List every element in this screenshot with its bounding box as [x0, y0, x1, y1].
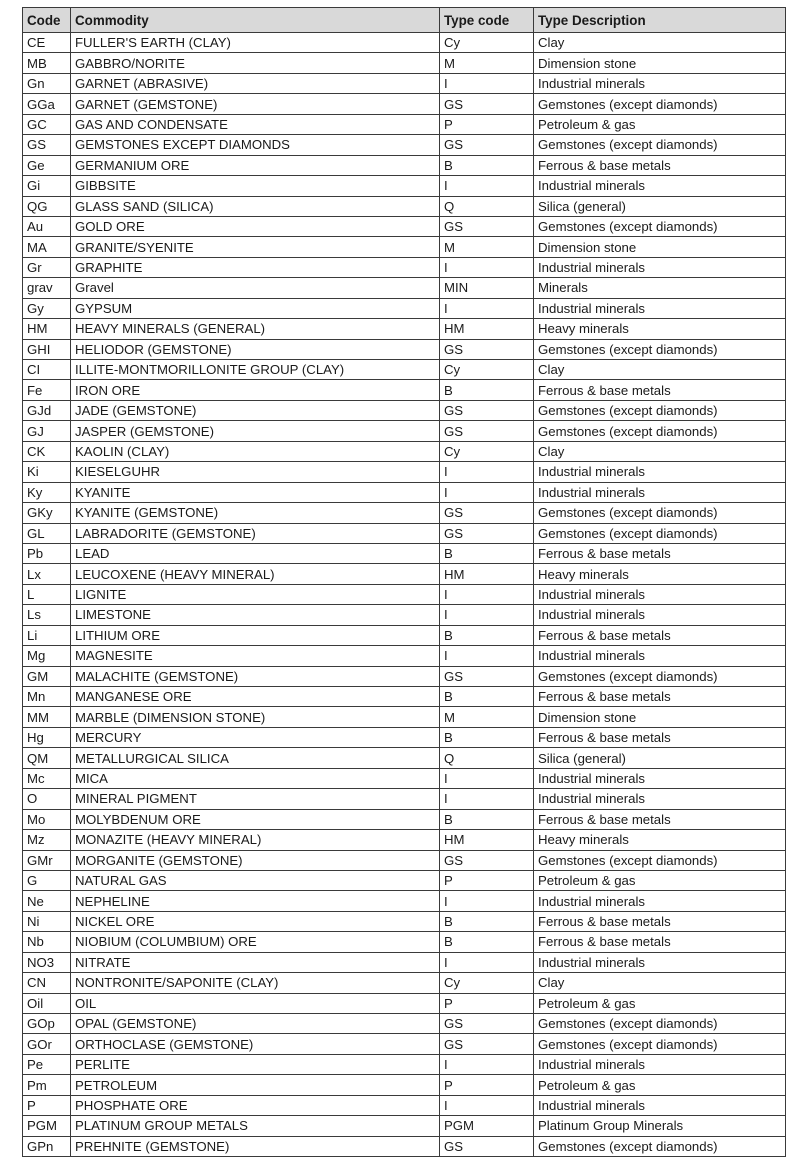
header-type-description: Type Description [534, 8, 786, 33]
cell-commodity: NICKEL ORE [71, 911, 440, 931]
cell-type-description: Ferrous & base metals [534, 932, 786, 952]
cell-type-code: I [440, 73, 534, 93]
cell-commodity: GLASS SAND (SILICA) [71, 196, 440, 216]
cell-type-description: Industrial minerals [534, 646, 786, 666]
table-row [23, 830, 786, 850]
cell-commodity: MERCURY [71, 727, 440, 747]
cell-type-description: Gemstones (except diamonds) [534, 339, 786, 359]
cell-type-description: Heavy minerals [534, 564, 786, 584]
cell-commodity: GIBBSITE [71, 176, 440, 196]
cell-code: Ki [23, 462, 71, 482]
cell-type-code: GS [440, 523, 534, 543]
cell-commodity: LABRADORITE (GEMSTONE) [71, 523, 440, 543]
cell-commodity: PETROLEUM [71, 1075, 440, 1095]
table-row [23, 339, 786, 359]
cell-type-description: Petroleum & gas [534, 114, 786, 134]
header-commodity: Commodity [71, 8, 440, 33]
cell-commodity: NITRATE [71, 952, 440, 972]
cell-code: grav [23, 278, 71, 298]
cell-commodity: HELIODOR (GEMSTONE) [71, 339, 440, 359]
cell-type-code: B [440, 155, 534, 175]
table-row [23, 462, 786, 482]
cell-code: CE [23, 33, 71, 53]
cell-code: Ky [23, 482, 71, 502]
cell-type-description: Petroleum & gas [534, 993, 786, 1013]
table-row [23, 360, 786, 380]
cell-type-code: GS [440, 339, 534, 359]
cell-code: GM [23, 666, 71, 686]
cell-type-code: I [440, 257, 534, 277]
table-row [23, 605, 786, 625]
cell-code: GOp [23, 1014, 71, 1034]
table-row [23, 789, 786, 809]
table-row [23, 952, 786, 972]
cell-type-code: I [440, 1095, 534, 1115]
cell-type-code: I [440, 646, 534, 666]
cell-type-description: Industrial minerals [534, 73, 786, 93]
table-row [23, 298, 786, 318]
cell-commodity: PLATINUM GROUP METALS [71, 1116, 440, 1136]
cell-type-description: Clay [534, 441, 786, 461]
cell-code: Lx [23, 564, 71, 584]
cell-type-description: Gemstones (except diamonds) [534, 1136, 786, 1156]
cell-type-description: Industrial minerals [534, 482, 786, 502]
cell-type-description: Gemstones (except diamonds) [534, 216, 786, 236]
cell-type-description: Ferrous & base metals [534, 687, 786, 707]
table-row [23, 1075, 786, 1095]
cell-code: Au [23, 216, 71, 236]
cell-type-code: I [440, 584, 534, 604]
cell-type-description: Petroleum & gas [534, 870, 786, 890]
cell-commodity: GRANITE/SYENITE [71, 237, 440, 257]
cell-type-code: P [440, 870, 534, 890]
cell-commodity: ILLITE-MONTMORILLONITE GROUP (CLAY) [71, 360, 440, 380]
cell-type-code: B [440, 809, 534, 829]
cell-commodity: PREHNITE (GEMSTONE) [71, 1136, 440, 1156]
cell-type-description: Dimension stone [534, 707, 786, 727]
table-header [23, 8, 786, 33]
cell-type-description: Gemstones (except diamonds) [534, 94, 786, 114]
cell-type-description: Platinum Group Minerals [534, 1116, 786, 1136]
table-row [23, 237, 786, 257]
cell-code: CN [23, 973, 71, 993]
cell-code: O [23, 789, 71, 809]
cell-type-description: Ferrous & base metals [534, 625, 786, 645]
cell-type-description: Ferrous & base metals [534, 543, 786, 563]
cell-commodity: MOLYBDENUM ORE [71, 809, 440, 829]
cell-type-code: Q [440, 748, 534, 768]
cell-type-code: B [440, 932, 534, 952]
cell-type-code: Cy [440, 973, 534, 993]
table-row [23, 850, 786, 870]
table-row [23, 564, 786, 584]
cell-type-description: Clay [534, 33, 786, 53]
cell-commodity: LITHIUM ORE [71, 625, 440, 645]
cell-commodity: KIESELGUHR [71, 462, 440, 482]
cell-commodity: OIL [71, 993, 440, 1013]
cell-code: GS [23, 135, 71, 155]
cell-type-description: Ferrous & base metals [534, 727, 786, 747]
cell-type-description: Industrial minerals [534, 952, 786, 972]
table-row [23, 666, 786, 686]
table-row [23, 73, 786, 93]
table-row [23, 400, 786, 420]
cell-type-description: Gemstones (except diamonds) [534, 400, 786, 420]
cell-type-code: B [440, 687, 534, 707]
cell-type-description: Dimension stone [534, 53, 786, 73]
table-row [23, 1034, 786, 1054]
cell-code: Hg [23, 727, 71, 747]
cell-type-description: Industrial minerals [534, 298, 786, 318]
cell-type-code: GS [440, 666, 534, 686]
cell-code: Li [23, 625, 71, 645]
cell-code: Gr [23, 257, 71, 277]
cell-commodity: IRON ORE [71, 380, 440, 400]
cell-code: L [23, 584, 71, 604]
cell-type-description: Industrial minerals [534, 1095, 786, 1115]
cell-code: Oil [23, 993, 71, 1013]
cell-type-description: Dimension stone [534, 237, 786, 257]
cell-commodity: METALLURGICAL SILICA [71, 748, 440, 768]
cell-type-code: I [440, 605, 534, 625]
cell-type-description: Industrial minerals [534, 605, 786, 625]
cell-code: Mg [23, 646, 71, 666]
cell-type-description: Ferrous & base metals [534, 809, 786, 829]
cell-code: CI [23, 360, 71, 380]
cell-commodity: LEUCOXENE (HEAVY MINERAL) [71, 564, 440, 584]
cell-code: Ne [23, 891, 71, 911]
table-row [23, 1014, 786, 1034]
table-row [23, 891, 786, 911]
table-row [23, 482, 786, 502]
table-row [23, 1095, 786, 1115]
cell-code: GKy [23, 503, 71, 523]
cell-type-code: Cy [440, 33, 534, 53]
cell-type-code: GS [440, 1136, 534, 1156]
cell-type-code: GS [440, 1014, 534, 1034]
cell-commodity: LIMESTONE [71, 605, 440, 625]
cell-type-code: I [440, 952, 534, 972]
cell-code: HM [23, 319, 71, 339]
cell-commodity: NIOBIUM (COLUMBIUM) ORE [71, 932, 440, 952]
cell-commodity: GARNET (ABRASIVE) [71, 73, 440, 93]
cell-code: Mn [23, 687, 71, 707]
commodity-table-container [22, 7, 785, 1157]
cell-type-description: Industrial minerals [534, 257, 786, 277]
cell-commodity: KYANITE [71, 482, 440, 502]
cell-code: MA [23, 237, 71, 257]
cell-commodity: GAS AND CONDENSATE [71, 114, 440, 134]
cell-type-code: B [440, 911, 534, 931]
cell-code: GOr [23, 1034, 71, 1054]
table-row [23, 870, 786, 890]
cell-type-code: I [440, 298, 534, 318]
cell-code: MM [23, 707, 71, 727]
table-row [23, 257, 786, 277]
cell-commodity: NEPHELINE [71, 891, 440, 911]
cell-commodity: PERLITE [71, 1054, 440, 1074]
cell-commodity: MORGANITE (GEMSTONE) [71, 850, 440, 870]
cell-code: PGM [23, 1116, 71, 1136]
cell-type-description: Gemstones (except diamonds) [534, 503, 786, 523]
cell-type-code: MIN [440, 278, 534, 298]
header-row [23, 8, 786, 33]
cell-commodity: Gravel [71, 278, 440, 298]
cell-type-code: I [440, 462, 534, 482]
cell-type-description: Industrial minerals [534, 789, 786, 809]
cell-type-code: M [440, 237, 534, 257]
table-body [23, 33, 786, 1157]
table-row [23, 176, 786, 196]
cell-code: Pb [23, 543, 71, 563]
cell-commodity: MARBLE (DIMENSION STONE) [71, 707, 440, 727]
cell-commodity: KYANITE (GEMSTONE) [71, 503, 440, 523]
cell-type-description: Industrial minerals [534, 768, 786, 788]
cell-code: Pm [23, 1075, 71, 1095]
cell-type-description: Ferrous & base metals [534, 380, 786, 400]
cell-code: G [23, 870, 71, 890]
cell-type-description: Industrial minerals [534, 1054, 786, 1074]
table-row [23, 1136, 786, 1156]
table-row [23, 973, 786, 993]
table-row [23, 53, 786, 73]
cell-code: MB [23, 53, 71, 73]
cell-type-code: HM [440, 564, 534, 584]
table-row [23, 932, 786, 952]
header-type-code: Type code [440, 8, 534, 33]
cell-commodity: GOLD ORE [71, 216, 440, 236]
cell-type-description: Silica (general) [534, 748, 786, 768]
cell-type-code: Cy [440, 441, 534, 461]
cell-commodity: GYPSUM [71, 298, 440, 318]
cell-commodity: NATURAL GAS [71, 870, 440, 890]
table-row [23, 1054, 786, 1074]
table-row [23, 911, 786, 931]
table-row [23, 625, 786, 645]
cell-type-code: B [440, 625, 534, 645]
table-row [23, 809, 786, 829]
cell-commodity: MONAZITE (HEAVY MINERAL) [71, 830, 440, 850]
cell-type-description: Minerals [534, 278, 786, 298]
cell-type-code: Cy [440, 360, 534, 380]
table-row [23, 768, 786, 788]
table-row [23, 503, 786, 523]
header-code: Code [23, 8, 71, 33]
cell-type-code: B [440, 380, 534, 400]
cell-type-code: GS [440, 94, 534, 114]
cell-code: Ge [23, 155, 71, 175]
cell-type-code: I [440, 789, 534, 809]
cell-commodity: FULLER'S EARTH (CLAY) [71, 33, 440, 53]
table-row [23, 319, 786, 339]
cell-type-description: Gemstones (except diamonds) [534, 850, 786, 870]
cell-code: Ls [23, 605, 71, 625]
cell-type-code: I [440, 176, 534, 196]
cell-code: P [23, 1095, 71, 1115]
cell-type-code: GS [440, 135, 534, 155]
cell-type-description: Gemstones (except diamonds) [534, 1014, 786, 1034]
cell-type-code: GS [440, 400, 534, 420]
cell-type-description: Gemstones (except diamonds) [534, 666, 786, 686]
table-row [23, 441, 786, 461]
table-row [23, 114, 786, 134]
table-row [23, 33, 786, 53]
cell-commodity: GARNET (GEMSTONE) [71, 94, 440, 114]
cell-code: GMr [23, 850, 71, 870]
cell-type-description: Heavy minerals [534, 830, 786, 850]
cell-code: GJd [23, 400, 71, 420]
cell-code: Nb [23, 932, 71, 952]
table-row [23, 646, 786, 666]
cell-code: GHI [23, 339, 71, 359]
cell-commodity: LEAD [71, 543, 440, 563]
table-row [23, 543, 786, 563]
cell-commodity: MINERAL PIGMENT [71, 789, 440, 809]
cell-code: Gy [23, 298, 71, 318]
table-row [23, 380, 786, 400]
cell-type-description: Clay [534, 360, 786, 380]
cell-type-code: M [440, 707, 534, 727]
cell-code: Mz [23, 830, 71, 850]
cell-type-code: GS [440, 216, 534, 236]
cell-commodity: OPAL (GEMSTONE) [71, 1014, 440, 1034]
cell-type-description: Petroleum & gas [534, 1075, 786, 1095]
cell-type-code: B [440, 543, 534, 563]
cell-type-code: P [440, 114, 534, 134]
cell-type-code: P [440, 993, 534, 1013]
table-row [23, 196, 786, 216]
cell-commodity: MALACHITE (GEMSTONE) [71, 666, 440, 686]
cell-type-description: Gemstones (except diamonds) [534, 421, 786, 441]
cell-code: GC [23, 114, 71, 134]
cell-commodity: GABBRO/NORITE [71, 53, 440, 73]
cell-type-code: I [440, 482, 534, 502]
cell-type-description: Ferrous & base metals [534, 911, 786, 931]
cell-type-description: Clay [534, 973, 786, 993]
table-row [23, 523, 786, 543]
cell-type-description: Ferrous & base metals [534, 155, 786, 175]
cell-code: Pe [23, 1054, 71, 1074]
cell-type-code: HM [440, 830, 534, 850]
cell-type-code: PGM [440, 1116, 534, 1136]
cell-type-code: P [440, 1075, 534, 1095]
cell-type-description: Silica (general) [534, 196, 786, 216]
cell-type-code: I [440, 891, 534, 911]
cell-type-code: GS [440, 503, 534, 523]
cell-commodity: ORTHOCLASE (GEMSTONE) [71, 1034, 440, 1054]
table-row [23, 584, 786, 604]
cell-type-description: Industrial minerals [534, 891, 786, 911]
cell-code: Mo [23, 809, 71, 829]
cell-commodity: PHOSPHATE ORE [71, 1095, 440, 1115]
cell-commodity: GRAPHITE [71, 257, 440, 277]
cell-type-code: M [440, 53, 534, 73]
cell-type-description: Industrial minerals [534, 462, 786, 482]
table-row [23, 748, 786, 768]
cell-code: QM [23, 748, 71, 768]
cell-code: GL [23, 523, 71, 543]
cell-type-code: GS [440, 421, 534, 441]
cell-type-description: Industrial minerals [534, 176, 786, 196]
cell-code: Gn [23, 73, 71, 93]
cell-commodity: JASPER (GEMSTONE) [71, 421, 440, 441]
cell-commodity: GEMSTONES EXCEPT DIAMONDS [71, 135, 440, 155]
table-row [23, 1116, 786, 1136]
cell-type-description: Heavy minerals [534, 319, 786, 339]
cell-code: NO3 [23, 952, 71, 972]
cell-type-description: Gemstones (except diamonds) [534, 135, 786, 155]
cell-commodity: JADE (GEMSTONE) [71, 400, 440, 420]
cell-type-description: Gemstones (except diamonds) [534, 523, 786, 543]
cell-type-code: HM [440, 319, 534, 339]
cell-type-code: I [440, 768, 534, 788]
cell-commodity: KAOLIN (CLAY) [71, 441, 440, 461]
table-row [23, 993, 786, 1013]
cell-commodity: MICA [71, 768, 440, 788]
table-row [23, 278, 786, 298]
table-row [23, 707, 786, 727]
cell-type-code: GS [440, 850, 534, 870]
cell-code: GPn [23, 1136, 71, 1156]
cell-code: GGa [23, 94, 71, 114]
cell-code: Gi [23, 176, 71, 196]
table-row [23, 687, 786, 707]
cell-commodity: MANGANESE ORE [71, 687, 440, 707]
cell-code: GJ [23, 421, 71, 441]
cell-code: Ni [23, 911, 71, 931]
table-row [23, 155, 786, 175]
cell-commodity: LIGNITE [71, 584, 440, 604]
table-row [23, 727, 786, 747]
table-row [23, 421, 786, 441]
table-row [23, 94, 786, 114]
cell-commodity: MAGNESITE [71, 646, 440, 666]
cell-commodity: GERMANIUM ORE [71, 155, 440, 175]
table-row [23, 135, 786, 155]
cell-commodity: NONTRONITE/SAPONITE (CLAY) [71, 973, 440, 993]
cell-code: CK [23, 441, 71, 461]
commodity-table [22, 7, 786, 1157]
cell-type-code: B [440, 727, 534, 747]
table-row [23, 216, 786, 236]
cell-code: Fe [23, 380, 71, 400]
cell-type-code: I [440, 1054, 534, 1074]
cell-commodity: HEAVY MINERALS (GENERAL) [71, 319, 440, 339]
cell-type-code: Q [440, 196, 534, 216]
cell-code: Mc [23, 768, 71, 788]
cell-code: QG [23, 196, 71, 216]
cell-type-code: GS [440, 1034, 534, 1054]
cell-type-description: Industrial minerals [534, 584, 786, 604]
cell-type-description: Gemstones (except diamonds) [534, 1034, 786, 1054]
